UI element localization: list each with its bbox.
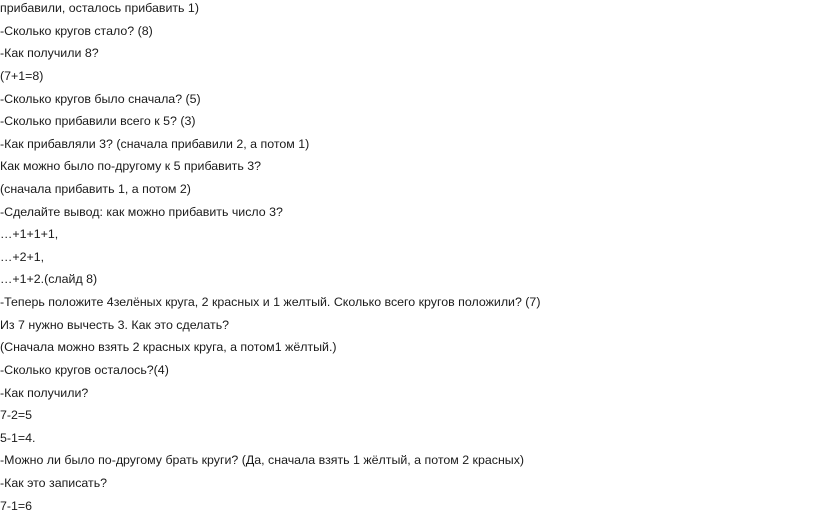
text-line-7: -Как прибавляли 3? (сначала прибавили 2, а потом 1): [0, 137, 310, 151]
text-line-9: (сначала прибавить 1, а потом 2): [0, 182, 191, 196]
text-line-3: -Как получили 8?: [0, 46, 99, 60]
text-line-18: -Как получили?: [0, 386, 89, 400]
text-line-16: (Сначала можно взять 2 красных круга, а потом1 жёлтый.): [0, 340, 337, 354]
text-line-15: Из 7 нужно вычесть 3. Как это сделать?: [0, 318, 230, 332]
text-line-11: …+1+1+1,: [0, 227, 59, 241]
text-line-2: -Сколько кругов стало? (8): [0, 24, 153, 38]
text-line-14: -Теперь положите 4зелёных круга, 2 красных и 1 желтый. Сколько всего кругов положили? (7): [0, 295, 541, 309]
text-line-1: прибавили, осталось прибавить 1): [0, 1, 199, 15]
text-line-17: -Сколько кругов осталось?(4): [0, 363, 169, 377]
text-line-21: -Можно ли было по-другому брать круги? (Да, сначала взять 1 жёлтый, а потом 2 красных): [0, 453, 525, 467]
text-line-8: Как можно было по-другому к 5 прибавить 3?: [0, 159, 262, 173]
text-line-10: -Сделайте вывод: как можно прибавить число 3?: [0, 205, 283, 219]
text-line-4: (7+1=8): [0, 69, 44, 83]
text-line-22: -Как это записать?: [0, 476, 108, 490]
text-line-12: …+2+1,: [0, 250, 45, 264]
text-line-13: …+1+2.(слайд 8): [0, 272, 98, 286]
text-line-5: -Сколько кругов было сначала? (5): [0, 92, 201, 106]
text-line-20: 5-1=4.: [0, 431, 36, 445]
text-line-23: 7-1=6: [0, 499, 33, 513]
text-line-19: 7-2=5: [0, 408, 33, 422]
text-line-6: -Сколько прибавили всего к 5? (3): [0, 114, 196, 128]
